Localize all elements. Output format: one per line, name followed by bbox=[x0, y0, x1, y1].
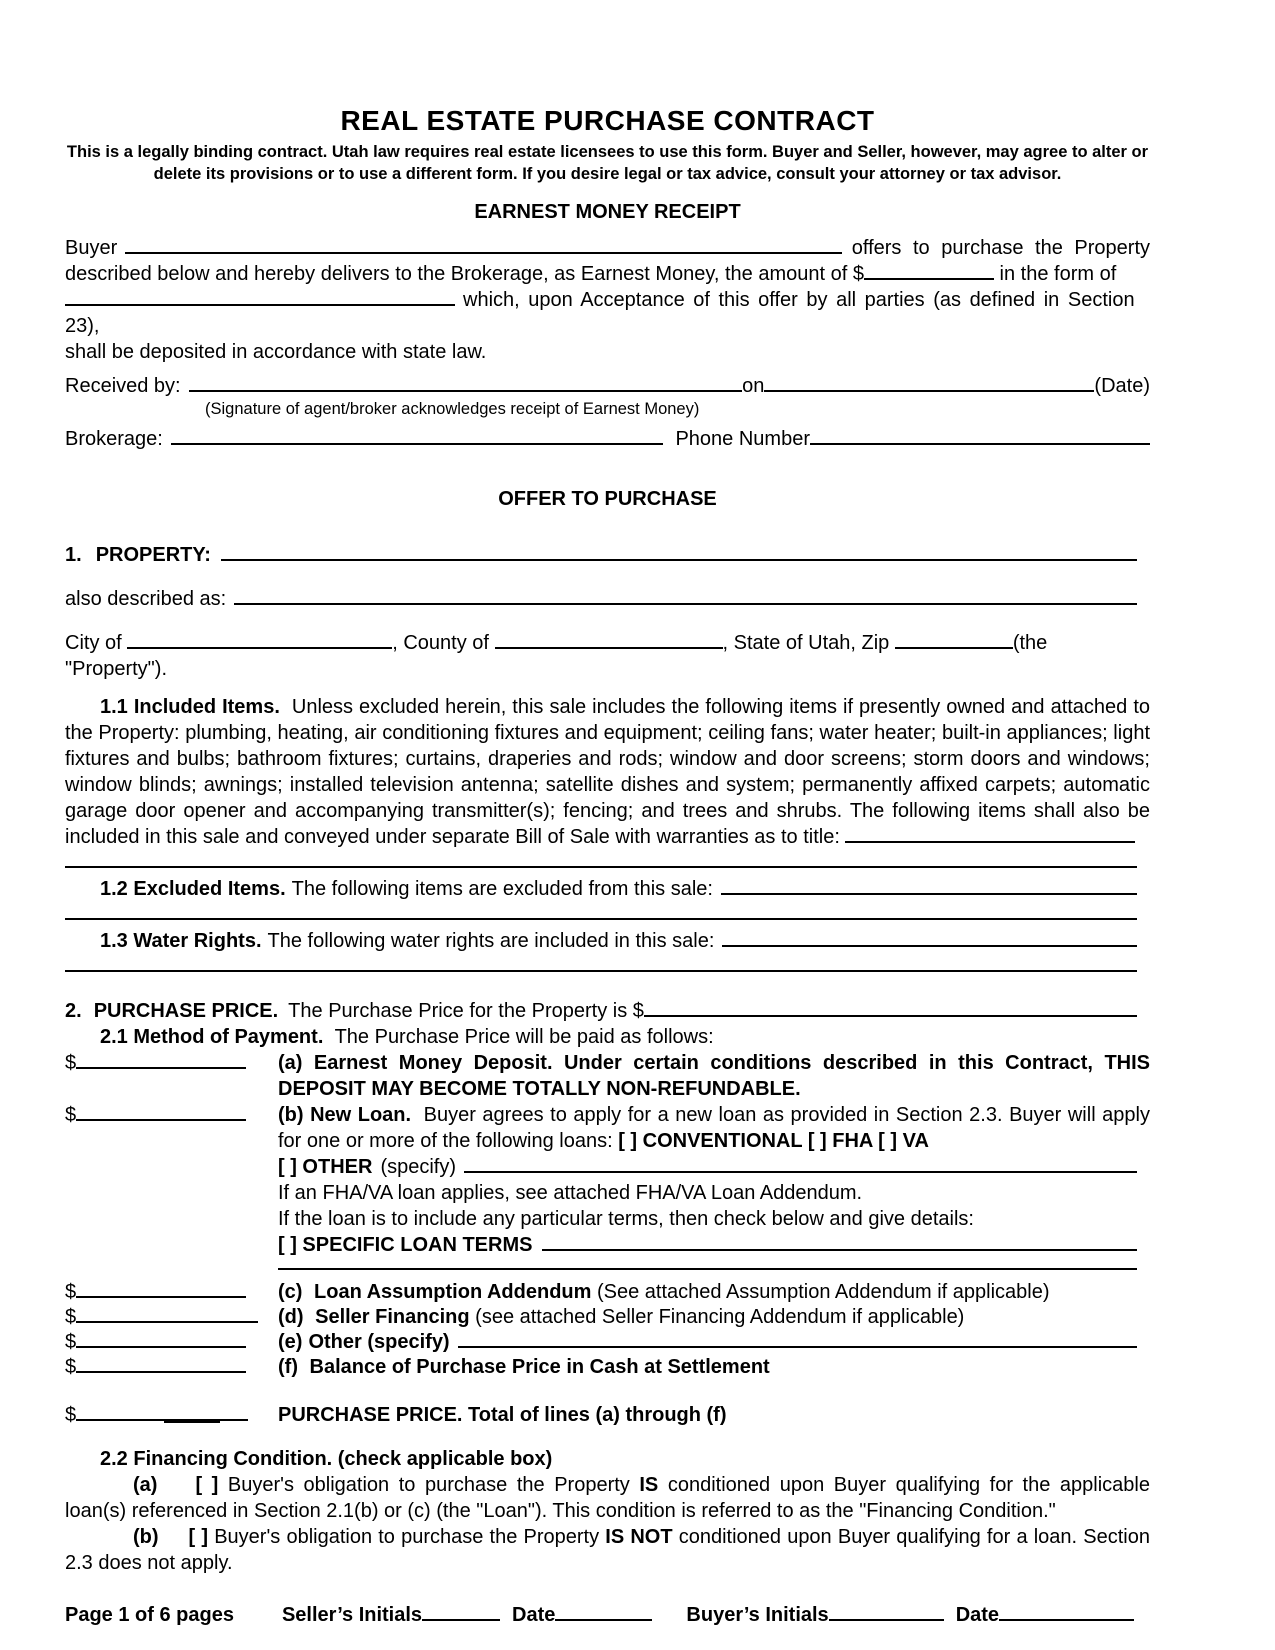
property-label: PROPERTY: bbox=[95, 544, 211, 566]
form-of-line bbox=[65, 287, 1150, 339]
received-date-blank-field bbox=[764, 375, 1094, 392]
seller-date-label: Date bbox=[512, 1604, 556, 1626]
payment-row-b bbox=[65, 1102, 1150, 1258]
specific-loan-terms-blank-field bbox=[542, 1234, 1137, 1251]
purchase-price-total-row bbox=[65, 1402, 1150, 1428]
water-rights-text: The following water rights are included in this sale: bbox=[267, 930, 715, 952]
seller-financing-text bbox=[278, 1305, 1150, 1330]
date-label: (Date) bbox=[1094, 375, 1150, 397]
property-blank-field bbox=[221, 544, 1137, 561]
loan-terms-note: If the loan is to include any particular terms, then check below and give details: bbox=[278, 1208, 974, 1230]
phone-number-label: Phone Number bbox=[675, 428, 810, 450]
dollar-sign: $ bbox=[65, 1404, 77, 1426]
received-by-blank-field bbox=[189, 375, 743, 392]
property-tail-text: (the "Property"). bbox=[65, 632, 1048, 680]
loan-assumption-bold: Loan Assumption Addendum bbox=[314, 1281, 592, 1303]
on-label: on bbox=[742, 375, 765, 397]
amount-cell-b bbox=[65, 1102, 278, 1128]
other-specify-label: (specify) bbox=[380, 1156, 457, 1178]
amount-b-blank-field bbox=[76, 1104, 246, 1121]
amount-cell-f bbox=[65, 1355, 278, 1380]
row-d-label: (d) bbox=[278, 1306, 304, 1328]
also-described-blank-field bbox=[234, 588, 1137, 605]
state-zip-label: , State of Utah, Zip bbox=[722, 632, 890, 654]
new-loan-label: (b) New Loan. bbox=[278, 1104, 412, 1126]
brokerage-line bbox=[65, 426, 1150, 452]
financing-b-label: (b) bbox=[133, 1526, 159, 1548]
also-described-line bbox=[65, 586, 1150, 612]
water-rights-line bbox=[65, 928, 1150, 954]
purchase-price-blank-field bbox=[644, 1000, 1137, 1017]
other-loan-blank-field bbox=[464, 1156, 1137, 1173]
method-of-payment-text: The Purchase Price will be paid as follows: bbox=[334, 1026, 714, 1048]
method-of-payment-label: 2.1 Method of Payment. bbox=[100, 1026, 324, 1048]
earnest-amount-text: described below and hereby delivers to the Brokerage, as Earnest Money, the amount of $ bbox=[65, 263, 864, 285]
zip-blank-field bbox=[895, 632, 1013, 649]
other-specify-bold: Other (specify) bbox=[308, 1331, 450, 1353]
included-items-blank-field bbox=[845, 826, 1135, 843]
seller-initials-label: Seller’s Initials bbox=[281, 1604, 423, 1626]
county-blank-field bbox=[495, 632, 723, 649]
loan-assumption-text bbox=[278, 1280, 1150, 1305]
section-divider-line bbox=[65, 918, 1137, 920]
financing-a-label: (a) bbox=[133, 1474, 158, 1496]
excluded-items-text: The following items are excluded from this sale: bbox=[291, 878, 713, 900]
water-rights-label: 1.3 Water Rights. bbox=[100, 930, 262, 952]
purchase-price-total-text bbox=[278, 1402, 1150, 1428]
brokerage-label: Brokerage: bbox=[65, 428, 163, 450]
financing-condition-heading-bold: 2.2 Financing Condition. (check applicable box) bbox=[100, 1448, 553, 1470]
county-label: , County of bbox=[392, 632, 489, 654]
page-number-label: Page 1 of 6 pages bbox=[65, 1604, 234, 1626]
payment-row-d bbox=[65, 1305, 1150, 1330]
amount-d-blank-field bbox=[76, 1306, 258, 1323]
other-loan-line bbox=[278, 1154, 1150, 1180]
also-described-label: also described as: bbox=[65, 588, 227, 610]
page-footer bbox=[65, 1602, 1150, 1628]
loan-terms-extra-line bbox=[278, 1258, 1150, 1280]
payment-row-f bbox=[65, 1355, 1150, 1380]
financing-condition-heading bbox=[65, 1446, 1150, 1472]
financing-a-is-bold: IS bbox=[639, 1474, 659, 1496]
purchase-price-label: PURCHASE PRICE. bbox=[93, 1000, 279, 1022]
financing-a-checkbox: [ ] bbox=[195, 1474, 219, 1496]
earnest-amount-blank-field bbox=[864, 263, 994, 280]
seller-financing-rest: (see attached Seller Financing Addendum if applicable) bbox=[475, 1306, 965, 1328]
property-line bbox=[65, 542, 1150, 568]
earnest-money-receipt-heading: EARNEST MONEY RECEIPT bbox=[474, 201, 741, 223]
earnest-money-deposit-text bbox=[278, 1050, 1150, 1102]
loan-terms-extra-blank-line bbox=[278, 1268, 1137, 1270]
water-rights-blank-field bbox=[722, 930, 1137, 947]
offer-to-purchase-heading: OFFER TO PURCHASE bbox=[498, 488, 717, 510]
property-number: 1. bbox=[65, 544, 82, 566]
financing-b-pre-text: Buyer's obligation to purchase the Property bbox=[214, 1526, 600, 1548]
offers-to-purchase-text: offers to purchase the Property bbox=[851, 237, 1150, 259]
included-items-text: Unless excluded herein, this sale includes the following items if presently owned and attached to the Property: plumbing, heating, air conditioning fixtures and equipment; ceiling fans; water heater; built-in appliances; light fixtures and bulbs; bathroom fixtures; curtains, draperies and rods; window and door screens; storm doors and windows; window blinds; awnings; installed television antenna; satellite dishes and system; permanently affixed carpets; automatic garage door opener and accompanying transmitter(s); fencing; and trees and shrubs. The following items shall also be included in this sale and conveyed under separate Bill of Sale with warranties as to title: bbox=[65, 696, 1150, 848]
received-by-label: Received by: bbox=[65, 375, 181, 397]
brokerage-blank-field bbox=[171, 428, 664, 445]
buyer-line bbox=[65, 235, 1150, 261]
subtitle-line-1: This is a legally binding contract. Utah law requires real estate licensees to use this form. Buyer and Seller, however, may agree to alter or bbox=[66, 143, 1149, 161]
row-e-label: (e) bbox=[278, 1331, 303, 1353]
row-f-label: (f) bbox=[278, 1356, 298, 1378]
financing-a-pre-text: Buyer's obligation to purchase the Property bbox=[227, 1474, 630, 1496]
form-of-blank-field bbox=[65, 289, 455, 306]
new-loan-text-block bbox=[278, 1102, 1150, 1154]
loan-assumption-rest: (See attached Assumption Addendum if applicable) bbox=[596, 1281, 1050, 1303]
method-of-payment-line bbox=[65, 1024, 1150, 1050]
subtitle-line-2: delete its provisions or to use a different form. If you desire legal or tax advice, consult your attorney or tax advisor. bbox=[153, 165, 1062, 183]
other-checkbox-label: [ ] OTHER bbox=[278, 1156, 373, 1178]
signature-note: (Signature of agent/broker acknowledges receipt of Earnest Money) bbox=[205, 400, 700, 418]
fha-va-note: If an FHA/VA loan applies, see attached FHA/VA Loan Addendum. bbox=[278, 1182, 863, 1204]
buyer-name-blank-field bbox=[125, 237, 842, 254]
financing-b-post-text: conditioned upon Buyer qualifying for a loan. Section 2.3 does not apply. bbox=[65, 1526, 1150, 1574]
amount-e-blank-field bbox=[76, 1331, 246, 1348]
seller-financing-bold: Seller Financing bbox=[315, 1306, 470, 1328]
amount-cell-d bbox=[65, 1305, 278, 1330]
buyer-date-blank-field bbox=[999, 1604, 1134, 1621]
city-label: City of bbox=[65, 632, 122, 654]
financing-option-b bbox=[65, 1524, 1150, 1576]
form-of-text: in the form of bbox=[999, 263, 1117, 285]
amount-cell-c bbox=[65, 1280, 278, 1305]
seller-date-blank-field bbox=[555, 1604, 652, 1621]
loan-terms-extra-row bbox=[65, 1258, 1150, 1280]
buyer-label: Buyer bbox=[65, 237, 118, 259]
phone-number-blank-field bbox=[810, 428, 1150, 445]
dollar-sign: $ bbox=[65, 1306, 77, 1328]
buyer-initials-label: Buyer’s Initials bbox=[686, 1604, 829, 1626]
new-loan-text: Buyer agrees to apply for a new loan as provided in Section 2.3. Buyer will apply for one or more of the following loans: bbox=[278, 1104, 1150, 1152]
deposit-state-law-text: shall be deposited in accordance with state law. bbox=[65, 341, 487, 363]
loan-type-checkboxes: [ ] CONVENTIONAL [ ] FHA [ ] VA bbox=[618, 1130, 929, 1152]
purchase-price-total-bold: PURCHASE PRICE. Total of lines (a) through (f) bbox=[278, 1404, 727, 1426]
specific-loan-terms-label: [ ] SPECIFIC LOAN TERMS bbox=[278, 1234, 533, 1256]
earnest-money-deposit-bold: (a) Earnest Money Deposit. Under certain conditions described in this Contract, THIS DEPOSIT MAY BECOME TOTALLY NON-REFUNDABLE. bbox=[278, 1052, 1150, 1100]
row-c-label: (c) bbox=[278, 1281, 303, 1303]
new-loan-block bbox=[278, 1102, 1150, 1258]
purchase-price-line bbox=[65, 998, 1150, 1024]
section-divider-line bbox=[65, 866, 1137, 868]
earnest-amount-line bbox=[65, 261, 1150, 287]
dollar-sign: $ bbox=[65, 1281, 77, 1303]
received-by-line bbox=[65, 373, 1150, 399]
balance-text bbox=[278, 1355, 1150, 1380]
financing-b-is-not-bold: IS NOT bbox=[605, 1526, 673, 1548]
amount-cell-a bbox=[65, 1050, 278, 1076]
excluded-items-label: 1.2 Excluded Items. bbox=[100, 878, 286, 900]
section-divider-line bbox=[65, 970, 1137, 972]
other-specify-row bbox=[278, 1330, 1150, 1355]
buyer-initials-blank-field bbox=[829, 1604, 944, 1621]
purchase-price-number: 2. bbox=[65, 1000, 82, 1022]
buyer-date-label: Date bbox=[955, 1604, 1000, 1626]
dollar-sign: $ bbox=[65, 1331, 77, 1353]
city-county-line bbox=[65, 630, 1150, 682]
financing-option-a bbox=[65, 1472, 1150, 1524]
other-specify-blank-field bbox=[458, 1331, 1137, 1348]
payment-row-c bbox=[65, 1280, 1150, 1305]
amount-f-blank-field bbox=[76, 1356, 246, 1373]
seller-initials-blank-field bbox=[422, 1604, 500, 1621]
excluded-items-line bbox=[65, 876, 1150, 902]
balance-bold: Balance of Purchase Price in Cash at Settlement bbox=[309, 1356, 770, 1378]
acceptance-text: which, upon Acceptance of this offer by all parties (as defined in Section 23), bbox=[65, 289, 1135, 337]
financing-b-checkbox: [ ] bbox=[188, 1526, 209, 1548]
excluded-items-blank-field bbox=[721, 878, 1137, 895]
amount-total-blank-field bbox=[76, 1404, 248, 1421]
dollar-sign: $ bbox=[65, 1052, 77, 1074]
amount-cell-total bbox=[65, 1402, 278, 1428]
payment-row-a bbox=[65, 1050, 1150, 1102]
financing-a-post-text: conditioned upon Buyer qualifying for the applicable loan(s) referenced in Section 2.1(b) or (c) (the "Loan"). This condition is referred to as the "Financing Condition." bbox=[65, 1474, 1150, 1522]
included-items-paragraph bbox=[65, 694, 1150, 850]
included-items-label: 1.1 Included Items. bbox=[100, 696, 280, 718]
city-blank-field bbox=[127, 632, 392, 649]
page-title: REAL ESTATE PURCHASE CONTRACT bbox=[340, 105, 875, 136]
amount-c-blank-field bbox=[76, 1281, 246, 1298]
amount-a-blank-field bbox=[76, 1052, 246, 1069]
payment-row-e bbox=[65, 1330, 1150, 1355]
purchase-price-text: The Purchase Price for the Property is $ bbox=[288, 1000, 644, 1022]
amount-cell-e bbox=[65, 1330, 278, 1355]
dollar-sign: $ bbox=[65, 1356, 77, 1378]
dollar-sign: $ bbox=[65, 1104, 77, 1126]
specific-loan-terms-line bbox=[278, 1232, 1150, 1258]
